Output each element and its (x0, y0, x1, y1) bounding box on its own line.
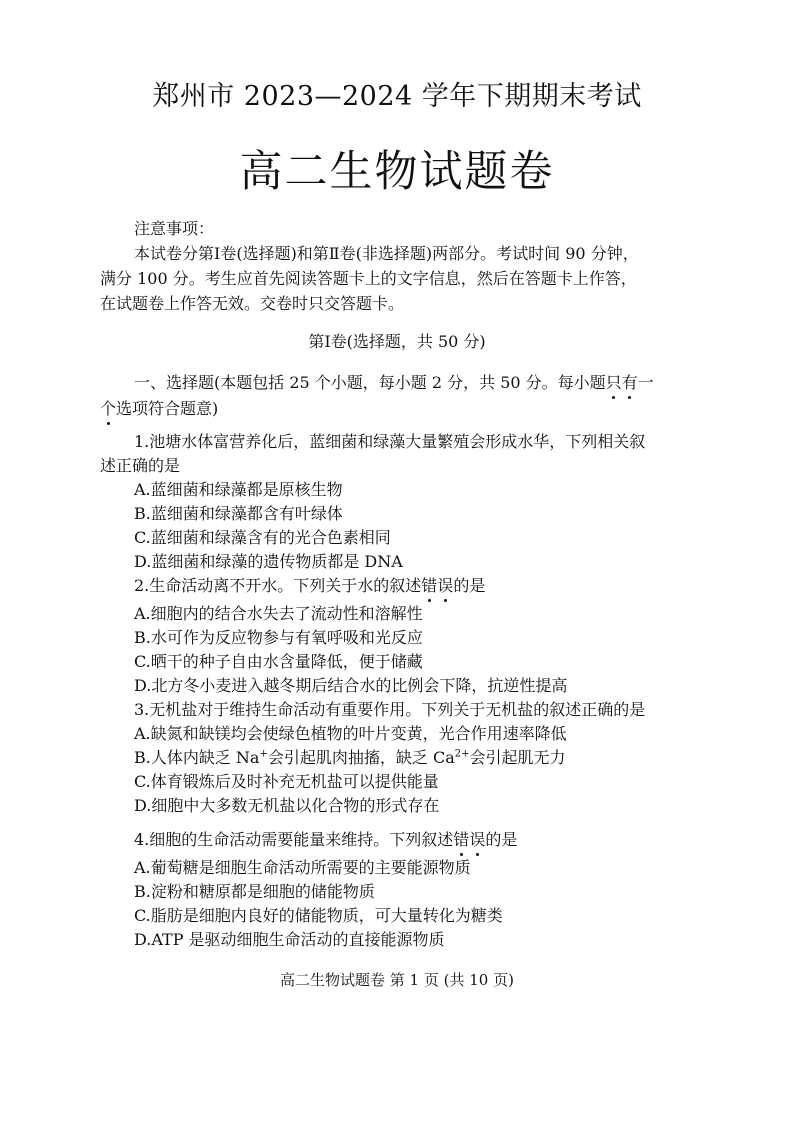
emphasis-char: 误 (469, 830, 486, 849)
stem-text: 4.细胞的生命活动需要能量来维持。下列叙述 (134, 830, 454, 849)
emphasis-char: 只 (605, 373, 622, 392)
question-option: D.北方冬小麦进入越冬期后结合水的比例会下降，抗逆性提高 (134, 676, 568, 695)
question-option: B.水可作为反应物参与有氧呼吸和光反应 (134, 628, 423, 647)
question-option: A.蓝细菌和绿藻都是原核生物 (134, 480, 343, 499)
question-option: C.体育锻炼后及时补充无机盐可以提供能量 (134, 772, 439, 791)
question-option: C.蓝细菌和绿藻含有的光合色素相同 (134, 528, 391, 547)
question-option: B.淀粉和糖原都是细胞的储能物质 (134, 882, 375, 901)
stem-text: 的是 (485, 830, 518, 849)
question-option: C.脂肪是细胞内良好的储能物质，可大量转化为糖类 (134, 906, 503, 925)
question-stem (134, 575, 485, 597)
emphasis-char: 错 (421, 576, 438, 595)
option-text: 会引起肌肉抽搐，缺乏 Ca (267, 748, 455, 767)
section-heading: 第Ⅰ卷(选择题，共 50 分) (308, 332, 486, 351)
question-stem: 3.无机盐对于维持生命活动有重要作用。下列关于无机盐的叙述正确的是 (134, 700, 646, 719)
option-text: 会引起肌无力 (469, 748, 566, 767)
emphasis-char: 错 (453, 830, 470, 849)
emphasis-char: 个 (100, 399, 117, 418)
question-option: A.缺氮和缺镁均会使绿色植物的叶片变黄，光合作用速率降低 (134, 724, 567, 743)
ion-charge: 2+ (454, 748, 470, 760)
section-intro-text: 选项符合题意) (116, 399, 219, 418)
emphasis-char: 误 (437, 576, 454, 595)
ion-charge: + (259, 748, 268, 760)
question-option: D.蓝细菌和绿藻的遗传物质都是 DNA (134, 552, 403, 571)
page-footer: 高二生物试题卷 第 1 页 (共 10 页) (280, 971, 514, 989)
question-option: D.细胞中大多数无机盐以化合物的形式存在 (134, 796, 440, 815)
stem-text: 2.生命活动离不开水。下列关于水的叙述 (134, 576, 422, 595)
question-stem: 述正确的是 (100, 456, 181, 475)
emphasis-char: 一 (637, 373, 654, 392)
question-option: A.细胞内的结合水失去了流动性和溶解性 (134, 604, 423, 623)
section-intro (134, 372, 654, 394)
question-stem (134, 829, 517, 851)
section-intro-text: 一、选择题(本题包括 25 个小题，每小题 2 分，共 50 分。每小题 (134, 373, 606, 392)
notice-line: 在试题卷上作答无效。交卷时只交答题卡。 (100, 294, 405, 313)
emphasis-char: 有 (621, 373, 638, 392)
option-text: B.人体内缺乏 Na (134, 748, 260, 767)
paper-title: 高二生物试题卷 (239, 147, 555, 197)
question-option: A.葡萄糖是细胞生命活动所需要的主要能源物质 (134, 858, 471, 877)
question-option: D.ATP 是驱动细胞生命活动的直接能源物质 (134, 930, 445, 949)
notice-line: 满分 100 分。考生应首先阅读答题卡上的文字信息，然后在答题卡上作答， (100, 269, 637, 288)
question-option: B.蓝细菌和绿藻都含有叶绿体 (134, 504, 343, 523)
exam-title: 郑州市 2023—2024 学年下期期末考试 (152, 81, 642, 112)
section-intro (100, 398, 218, 420)
question-stem: 1.池塘水体富营养化后，蓝细菌和绿藻大量繁殖会形成水华，下列相关叙 (134, 432, 646, 451)
notice-heading: 注意事项： (134, 219, 215, 238)
notice-line: 本试卷分第Ⅰ卷(选择题)和第Ⅱ卷(非选择题)两部分。考试时间 90 分钟， (134, 244, 639, 263)
question-option: C.晒干的种子自由水含量降低，便于储藏 (134, 652, 423, 671)
stem-text: 的是 (453, 576, 486, 595)
question-option (134, 747, 566, 769)
